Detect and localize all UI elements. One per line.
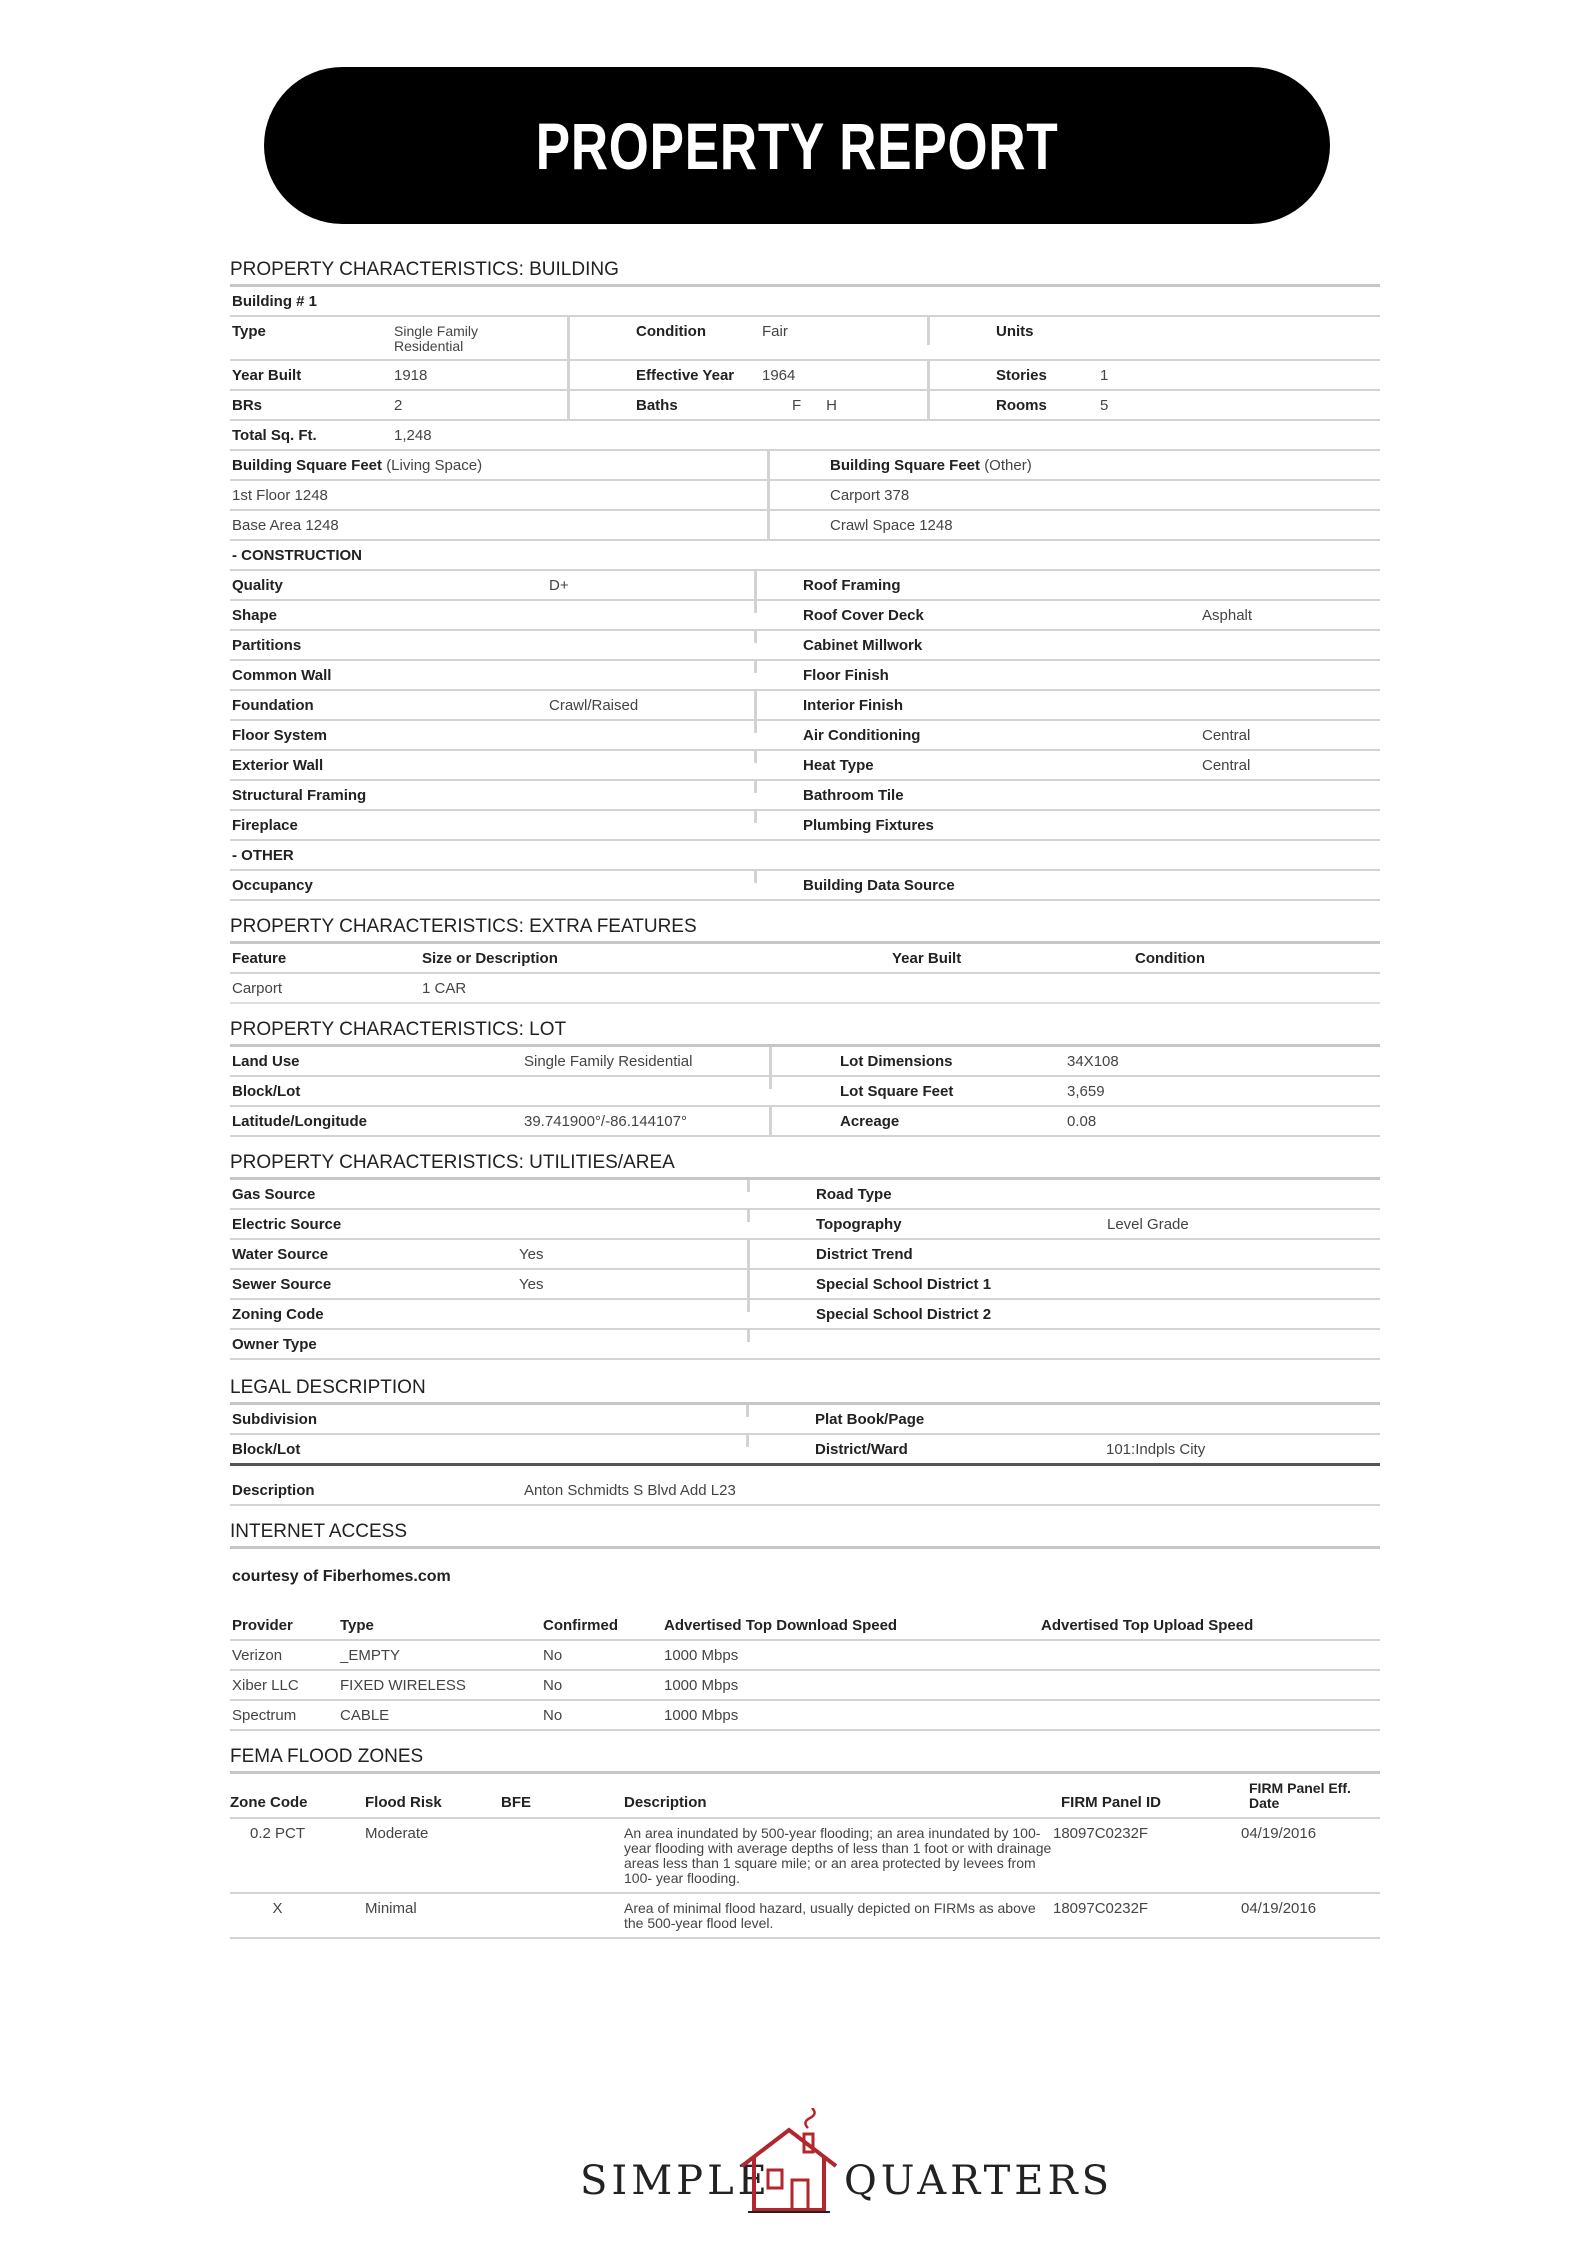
stories-value: 1 <box>1100 367 1109 384</box>
flood-header-row <box>230 1774 1380 1819</box>
row-label-right: Road Type <box>816 1186 892 1203</box>
house-icon <box>738 2108 840 2216</box>
sqft-living-suffix: (Living Space) <box>386 457 483 474</box>
row-value-right <box>1200 661 1380 673</box>
row-value-right: 0.08 <box>1067 1113 1097 1130</box>
row-value-left: D+ <box>547 571 757 599</box>
table-row <box>230 1435 1380 1465</box>
row-value-right: Asphalt <box>1202 607 1253 624</box>
year-built-label: Year Built <box>232 367 302 384</box>
row-label-left: Zoning Code <box>232 1306 324 1323</box>
effective-year-label: Effective Year <box>636 367 735 384</box>
internet-header-confirmed: Confirmed <box>543 1617 618 1634</box>
report-content <box>230 256 1380 1939</box>
row-label-left: Fireplace <box>232 817 298 834</box>
extra-header-feature: Feature <box>232 950 287 967</box>
row-label-left: Subdivision <box>232 1411 318 1428</box>
row-value-right <box>1200 811 1380 823</box>
flood-header-description: Description <box>624 1794 707 1811</box>
row-value-left: 39.741900°/-86.144107° <box>522 1107 772 1135</box>
condition-label: Condition <box>636 323 706 340</box>
row-value-right <box>1200 571 1380 583</box>
internet-row <box>230 1641 1380 1671</box>
internet-cell: _EMPTY <box>340 1647 401 1664</box>
extra-feature: Carport <box>232 980 283 997</box>
description-value: Anton Schmidts S Blvd Add L23 <box>524 1482 736 1499</box>
flood-bfe <box>501 1894 624 1937</box>
row-value-left: Crawl/Raised <box>547 691 757 719</box>
internet-cell: 1000 Mbps <box>664 1647 739 1664</box>
flood-risk: Minimal <box>365 1900 417 1917</box>
baths-value: F H <box>760 391 930 419</box>
table-row <box>230 1107 1380 1137</box>
row-value-left <box>547 811 757 823</box>
extra-header-size: Size or Description <box>422 950 558 967</box>
flood-description: An area inundated by 500-year flooding; an area inundated by 100-year flooding with average depths of less than 1 foot or with drainage areas less than 1 square mile; or an area protected by levees from 100- year flooding. <box>624 1825 1052 1886</box>
internet-row <box>230 1671 1380 1701</box>
row-value-left <box>547 751 757 763</box>
building-row <box>230 391 1380 421</box>
row-value-left <box>517 1435 749 1447</box>
row-value-right: 3,659 <box>1067 1083 1105 1100</box>
sqft-header-row <box>230 451 1380 481</box>
row-value-left <box>547 721 757 733</box>
row-label-right: Roof Cover Deck <box>803 607 924 624</box>
other-label: - OTHER <box>230 841 1380 871</box>
row-label-right: Special School District 2 <box>816 1306 992 1323</box>
sqft-right-value: Carport 378 <box>830 487 910 504</box>
extra-header-row <box>230 944 1380 974</box>
row-label-left: Foundation <box>232 697 314 714</box>
table-row <box>230 1047 1380 1077</box>
row-label-right: Roof Framing <box>803 577 901 594</box>
flood-panel: 18097C0232F <box>1053 1825 1149 1842</box>
row-label-left: Floor System <box>232 727 328 744</box>
lot-section-title: PROPERTY CHARACTERISTICS: LOT <box>230 1016 1380 1047</box>
row-label-right: Air Conditioning <box>803 727 921 744</box>
flood-header-risk: Flood Risk <box>365 1794 442 1811</box>
stories-label: Stories <box>996 367 1047 384</box>
row-value-left: Single Family Residential <box>522 1047 772 1075</box>
table-row <box>230 721 1380 751</box>
simple-quarters-logo <box>580 2100 1113 2220</box>
row-value-left: Yes <box>517 1270 750 1298</box>
row-value-right <box>1105 1300 1380 1312</box>
table-row <box>230 781 1380 811</box>
sqft-other-suffix: (Other) <box>984 457 1032 474</box>
year-built-value: 1918 <box>392 361 570 389</box>
row-label-left: Exterior Wall <box>232 757 324 774</box>
legal-section-title: LEGAL DESCRIPTION <box>230 1374 1380 1405</box>
internet-cell: Spectrum <box>232 1707 297 1724</box>
extra-size: 1 CAR <box>422 980 467 997</box>
flood-description: Area of minimal flood hazard, usually depicted on FIRMs as above the 500-year flood level. <box>624 1900 1036 1931</box>
sqft-left-value: Base Area 1248 <box>230 511 770 539</box>
flood-zone: X <box>272 1900 283 1917</box>
row-label-right: Interior Finish <box>803 697 904 714</box>
row-value-left <box>547 661 757 673</box>
flood-zone: 0.2 PCT <box>249 1825 306 1842</box>
row-label-right: Building Data Source <box>803 877 955 894</box>
row-label-right: Lot Square Feet <box>840 1083 954 1100</box>
type-value: Single Family Residential <box>392 317 570 359</box>
row-value-right: 101:Indpls City <box>1106 1441 1206 1458</box>
row-value-left <box>517 1405 749 1417</box>
table-row <box>230 631 1380 661</box>
row-label-left: Owner Type <box>232 1336 317 1353</box>
legal-table <box>230 1405 1380 1465</box>
row-label-right: Floor Finish <box>803 667 889 684</box>
building-row <box>230 317 1380 361</box>
flood-header-bfe: BFE <box>501 1794 531 1811</box>
table-row <box>230 601 1380 631</box>
row-label-right: Acreage <box>840 1113 900 1130</box>
internet-cell: Xiber LLC <box>232 1677 299 1694</box>
row-value-left: Yes <box>517 1240 750 1268</box>
row-value-right <box>1104 1405 1380 1417</box>
row-label-left: Common Wall <box>232 667 332 684</box>
row-label-right: Topography <box>816 1216 902 1233</box>
row-value-left <box>517 1180 750 1192</box>
row-value-left <box>547 631 757 643</box>
row-label-left: Water Source <box>232 1246 329 1263</box>
internet-cell: No <box>543 1707 563 1724</box>
construction-table <box>230 571 1380 841</box>
sqft-other-label: Building Square Feet <box>830 457 981 474</box>
row-label-left: Latitude/Longitude <box>232 1113 367 1130</box>
internet-section-title: INTERNET ACCESS <box>230 1518 1380 1549</box>
row-label-left: Block/Lot <box>232 1083 301 1100</box>
other-table <box>230 871 1380 901</box>
row-value-left <box>517 1210 750 1222</box>
row-value-right <box>1200 871 1380 883</box>
building-section-title: PROPERTY CHARACTERISTICS: BUILDING <box>230 256 1380 287</box>
construction-label: - CONSTRUCTION <box>230 541 1380 571</box>
lot-table <box>230 1047 1380 1137</box>
table-row <box>230 751 1380 781</box>
row-label-right: Special School District 1 <box>816 1276 992 1293</box>
internet-cell: CABLE <box>340 1707 390 1724</box>
row-value-right <box>1200 631 1380 643</box>
row-label-right: Bathroom Tile <box>803 787 904 804</box>
flood-panel: 18097C0232F <box>1053 1900 1149 1917</box>
extra-year <box>890 974 1133 986</box>
row-label-left: Sewer Source <box>232 1276 332 1293</box>
flood-table <box>230 1819 1380 1939</box>
internet-cell: No <box>543 1677 563 1694</box>
flood-risk: Moderate <box>365 1825 429 1842</box>
row-label-left: Gas Source <box>232 1186 316 1203</box>
logo-text-simple: SIMPLE <box>580 2158 771 2204</box>
row-label-left: Partitions <box>232 637 302 654</box>
row-value-left <box>517 1330 750 1342</box>
utilities-table <box>230 1180 1380 1360</box>
table-row <box>230 1210 1380 1240</box>
row-label-right: District Trend <box>816 1246 913 1263</box>
extra-header-year: Year Built <box>892 950 962 967</box>
table-row <box>230 1300 1380 1330</box>
building-number-label: Building # 1 <box>230 287 1380 317</box>
internet-header-download: Advertised Top Download Speed <box>664 1617 898 1634</box>
condition-value: Fair <box>760 317 930 345</box>
row-label-right: Plat Book/Page <box>815 1411 925 1428</box>
internet-cell: No <box>543 1647 563 1664</box>
logo-text-quarters: QUARTERS <box>844 2158 1113 2204</box>
table-row <box>230 661 1380 691</box>
flood-header-panel: FIRM Panel ID <box>1061 1794 1162 1811</box>
row-label-right: District/Ward <box>815 1441 908 1458</box>
row-value-right: Level Grade <box>1107 1216 1189 1233</box>
row-value-right: Central <box>1202 727 1251 744</box>
row-label-right <box>750 1330 1105 1342</box>
row-value-right: 34X108 <box>1067 1053 1119 1070</box>
row-value-right: Central <box>1202 757 1251 774</box>
table-row <box>230 1330 1380 1360</box>
internet-cell <box>1039 1641 1379 1653</box>
internet-header-upload: Advertised Top Upload Speed <box>1041 1617 1254 1634</box>
brs-value: 2 <box>392 391 570 419</box>
effective-year-value: 1964 <box>760 361 930 389</box>
units-label: Units <box>996 323 1034 340</box>
flood-date: 04/19/2016 <box>1241 1900 1317 1917</box>
flood-date: 04/19/2016 <box>1241 1825 1317 1842</box>
building-row <box>230 361 1380 391</box>
row-label-left: Shape <box>232 607 278 624</box>
report-banner <box>264 67 1330 224</box>
table-row <box>230 1077 1380 1107</box>
internet-cell: 1000 Mbps <box>664 1707 739 1724</box>
sqft-row <box>230 511 1380 541</box>
extra-row <box>230 974 1380 1004</box>
description-label: Description <box>232 1482 315 1499</box>
report-title: PROPERTY REPORT <box>535 108 1059 183</box>
row-value-left <box>522 1077 772 1089</box>
brs-label: BRs <box>232 397 263 414</box>
row-label-left: Occupancy <box>232 877 313 894</box>
internet-header-row <box>230 1611 1380 1641</box>
flood-header-date: FIRM Panel Eff. Date <box>1249 1780 1351 1811</box>
table-row <box>230 691 1380 721</box>
flood-row <box>230 1819 1380 1894</box>
row-value-right <box>1105 1240 1380 1252</box>
row-value-left <box>547 871 757 883</box>
table-row <box>230 811 1380 841</box>
row-value-right <box>1200 781 1380 793</box>
utilities-section-title: PROPERTY CHARACTERISTICS: UTILITIES/AREA <box>230 1149 1380 1180</box>
baths-label: Baths <box>636 397 678 414</box>
flood-bfe <box>501 1819 624 1892</box>
flood-section-title: FEMA FLOOD ZONES <box>230 1743 1380 1774</box>
row-value-right <box>1105 1270 1380 1282</box>
legal-description-row <box>230 1476 1380 1506</box>
total-sqft-label: Total Sq. Ft. <box>232 427 317 444</box>
extra-section-title: PROPERTY CHARACTERISTICS: EXTRA FEATURES <box>230 913 1380 944</box>
units-value <box>1098 317 1238 329</box>
row-label-left: Quality <box>232 577 283 594</box>
rooms-value: 5 <box>1100 397 1109 414</box>
total-sqft-value: 1,248 <box>394 427 432 444</box>
flood-header-zone: Zone Code <box>230 1794 308 1811</box>
row-label-left: Land Use <box>232 1053 300 1070</box>
extra-header-condition: Condition <box>1135 950 1205 967</box>
row-value-right <box>1105 1330 1380 1342</box>
internet-cell: FIXED WIRELESS <box>340 1677 466 1694</box>
sqft-right-value: Crawl Space 1248 <box>830 517 953 534</box>
internet-header-type: Type <box>340 1617 374 1634</box>
total-sqft-row <box>230 421 1380 451</box>
row-label-left: Electric Source <box>232 1216 342 1233</box>
table-row <box>230 1405 1380 1435</box>
table-row <box>230 871 1380 901</box>
row-label-right: Lot Dimensions <box>840 1053 953 1070</box>
row-value-left <box>547 781 757 793</box>
flood-row <box>230 1894 1380 1939</box>
sqft-row <box>230 481 1380 511</box>
table-row <box>230 1180 1380 1210</box>
row-value-right <box>1105 1180 1380 1192</box>
table-row <box>230 1240 1380 1270</box>
internet-courtesy: courtesy of Fiberhomes.com <box>232 1568 451 1585</box>
row-label-left: Structural Framing <box>232 787 367 804</box>
row-label-right: Cabinet Millwork <box>803 637 923 654</box>
sqft-living-label: Building Square Feet <box>232 457 383 474</box>
internet-header-provider: Provider <box>232 1617 293 1634</box>
row-label-right: Heat Type <box>803 757 874 774</box>
extra-condition <box>1133 974 1373 986</box>
internet-row <box>230 1701 1380 1731</box>
table-row <box>230 1270 1380 1300</box>
row-value-left <box>547 601 757 613</box>
rooms-label: Rooms <box>996 397 1047 414</box>
type-label: Type <box>232 323 266 340</box>
row-label-left: Block/Lot <box>232 1441 301 1458</box>
row-value-right <box>1200 691 1380 703</box>
internet-cell <box>1039 1671 1379 1683</box>
row-label-right: Plumbing Fixtures <box>803 817 934 834</box>
internet-table <box>230 1641 1380 1731</box>
internet-cell: Verizon <box>232 1647 283 1664</box>
internet-cell: 1000 Mbps <box>664 1677 739 1694</box>
table-row <box>230 571 1380 601</box>
row-value-left <box>517 1300 750 1312</box>
internet-cell <box>1039 1701 1379 1713</box>
sqft-left-value: 1st Floor 1248 <box>230 481 770 509</box>
